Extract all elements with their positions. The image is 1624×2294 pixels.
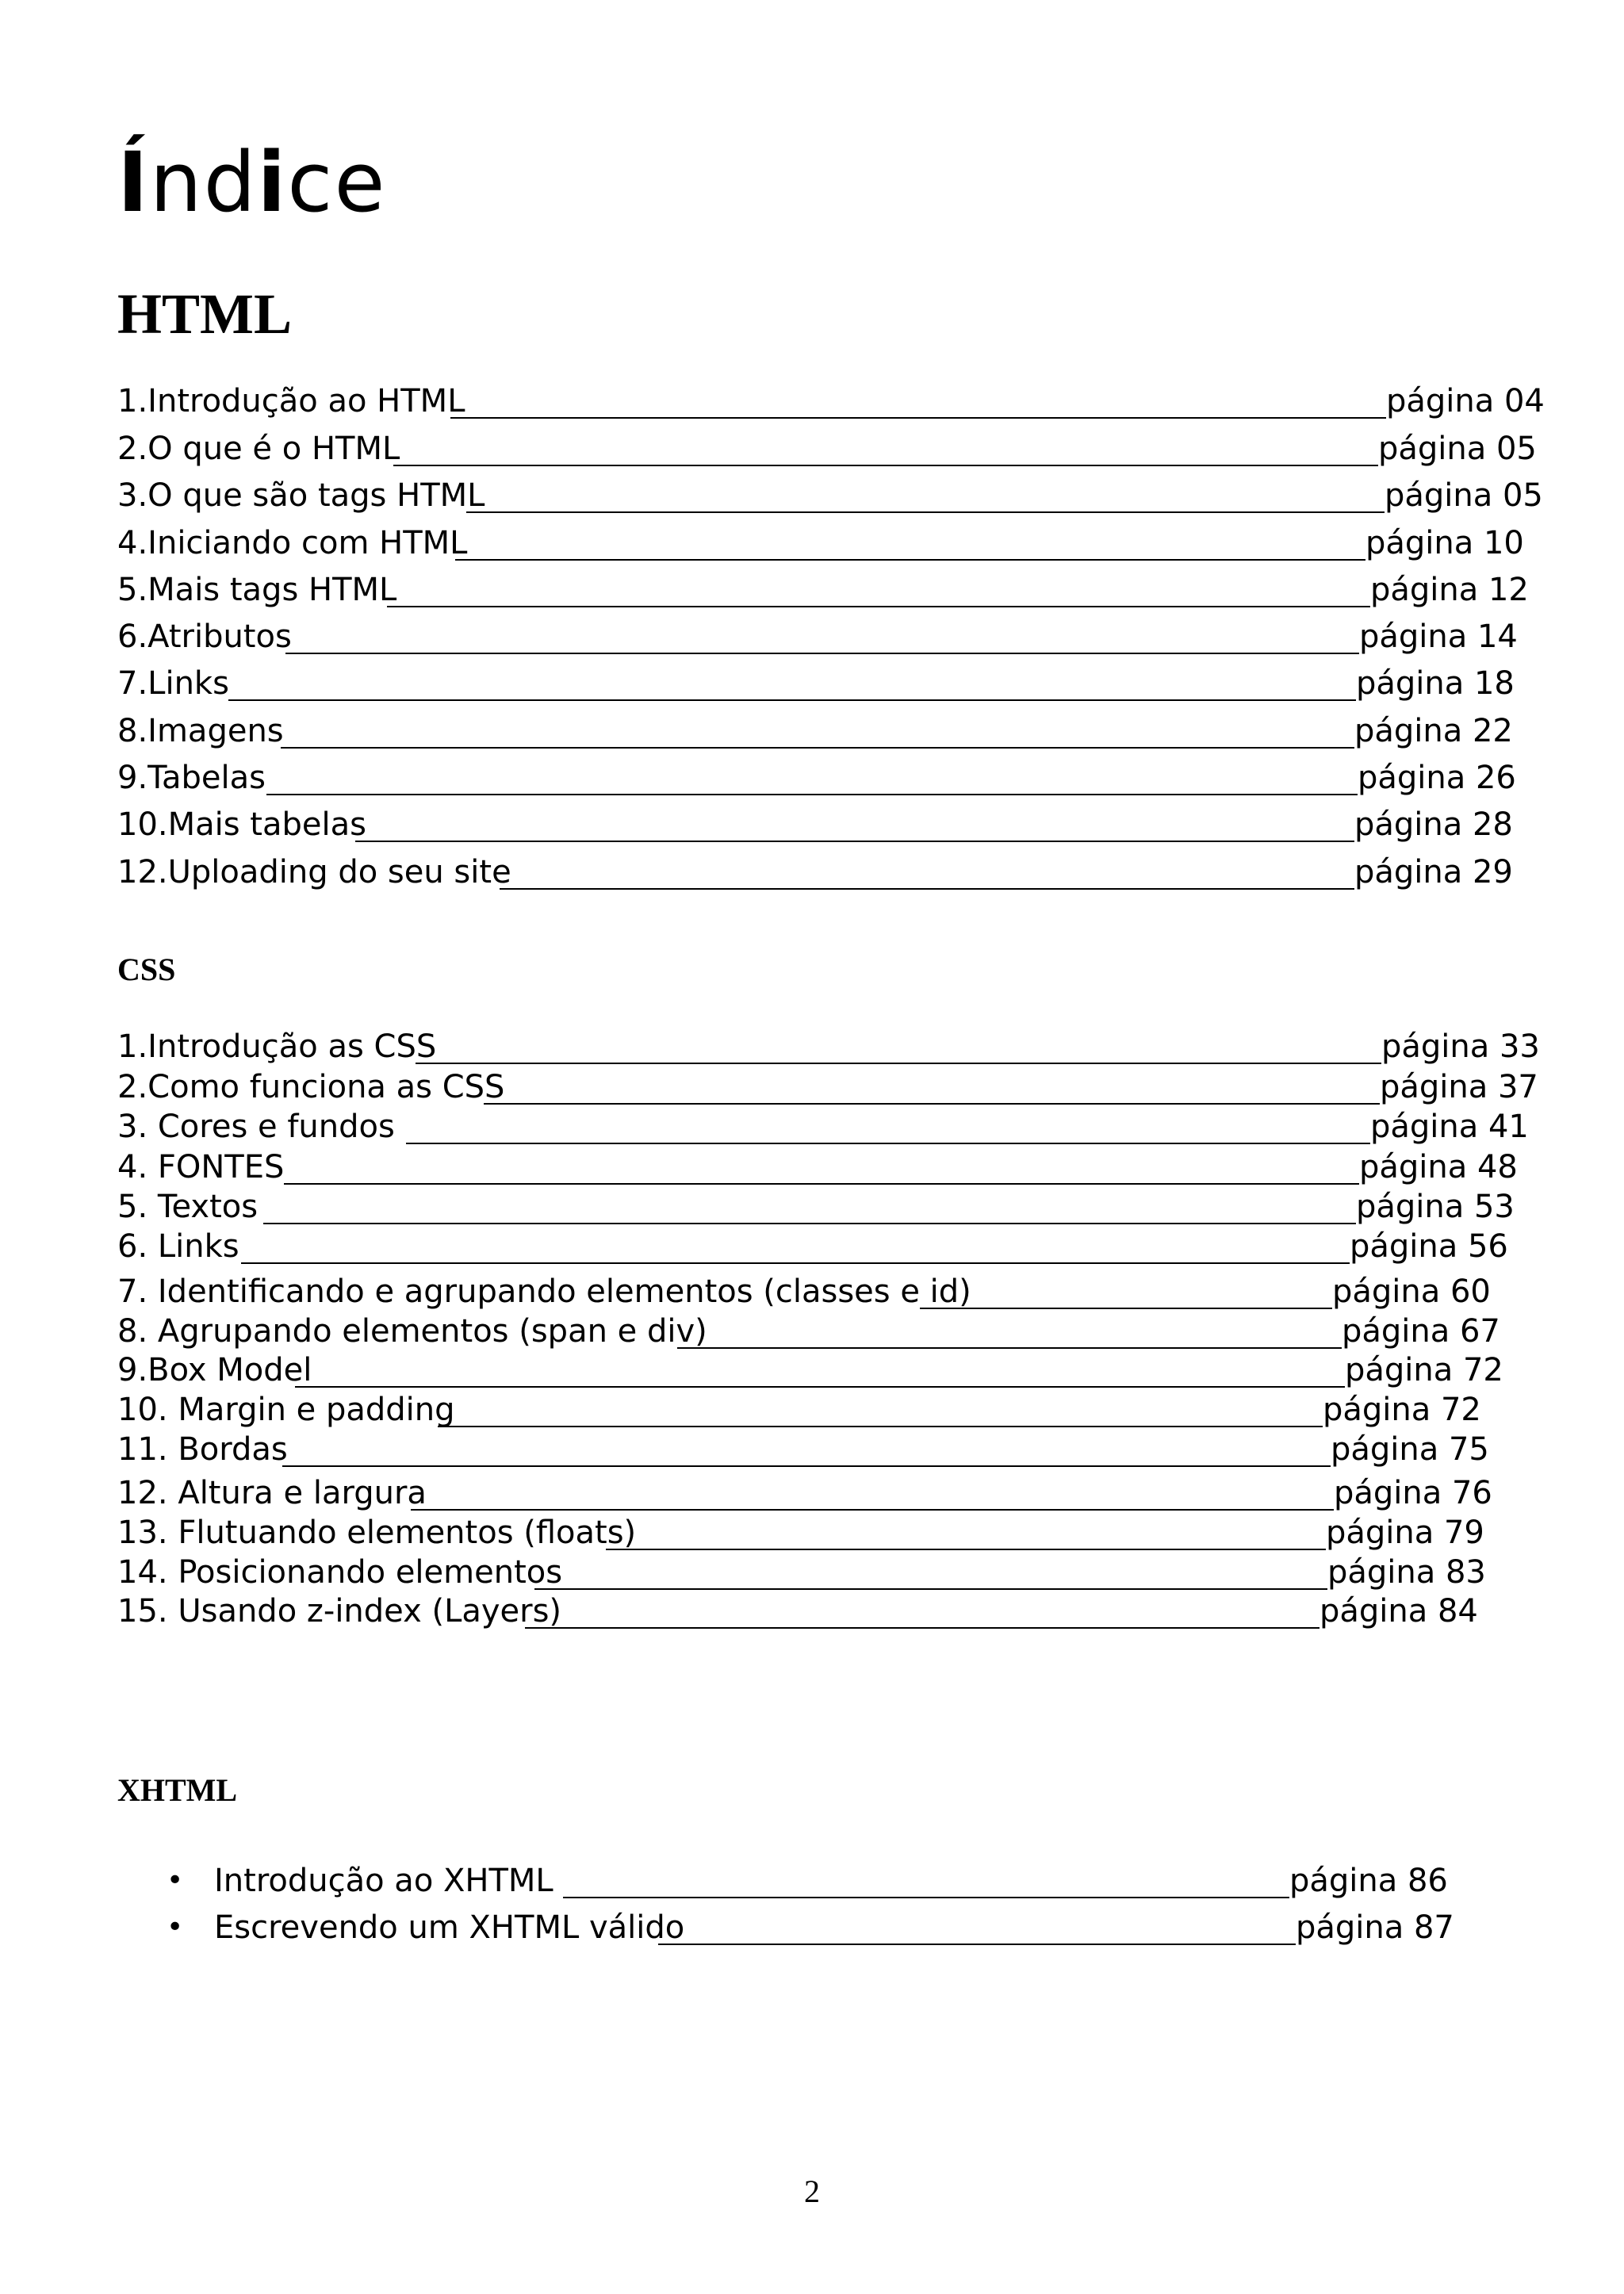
toc-entry-page: página 28	[1354, 806, 1513, 843]
toc-entry-page: página 14	[1359, 618, 1518, 655]
toc-entry-page: página 37	[1380, 1069, 1538, 1105]
dotted-leader	[455, 559, 1365, 561]
dotted-leader	[677, 1347, 1342, 1349]
toc-entry-label: 1.Introdução ao HTML	[117, 383, 465, 419]
toc-entry-label: 12.Uploading do seu site	[117, 854, 511, 890]
dotted-leader	[416, 1063, 1381, 1064]
toc-entry-page: página 53	[1356, 1189, 1515, 1225]
toc-entry-page: página 05	[1385, 477, 1543, 514]
section-heading-xhtml: XHTML	[117, 1772, 238, 1808]
toc-entry-label: Escrevendo um XHTML válido	[214, 1909, 685, 1946]
section-heading-html: HTML	[117, 282, 293, 346]
dotted-leader	[534, 1588, 1327, 1590]
dotted-leader	[263, 1223, 1356, 1224]
toc-entry-label: 8. Agrupando elementos (span e div)	[117, 1313, 707, 1350]
toc-entry-page: página 29	[1354, 854, 1513, 890]
toc-entry-label: 13. Flutuando elementos (floats)	[117, 1515, 637, 1551]
dotted-leader	[658, 1944, 1296, 1945]
toc-entry-label: 10. Margin e padding	[117, 1392, 455, 1428]
toc-entry-label: 15. Usando z-index (Layers)	[117, 1593, 562, 1630]
toc-entry-page: página 48	[1359, 1149, 1518, 1185]
title-part: Í	[117, 134, 150, 231]
toc-entry-page: página 75	[1331, 1431, 1489, 1468]
bullet-icon: •	[167, 1864, 184, 1897]
toc-entry-page: página 67	[1342, 1313, 1500, 1350]
toc-entry-page: página 83	[1327, 1554, 1486, 1591]
dotted-leader	[563, 1897, 1289, 1898]
toc-entry-label: 9.Tabelas	[117, 760, 266, 796]
toc-entry-page: página 10	[1365, 525, 1524, 561]
toc-entry-label: 6.Atributos	[117, 618, 292, 655]
dotted-leader	[500, 888, 1354, 890]
title-part: ce	[287, 134, 387, 231]
dotted-leader	[525, 1627, 1320, 1629]
toc-entry-page: página 41	[1370, 1109, 1529, 1145]
toc-entry-page: página 86	[1289, 1863, 1448, 1899]
toc-entry-label: 6. Links	[117, 1228, 239, 1265]
toc-entry-label: 3.O que são tags HTML	[117, 477, 485, 514]
toc-entry-label: 7. Identificando e agrupando elementos (classes e id)	[117, 1273, 971, 1310]
toc-entry-page: página 72	[1345, 1352, 1503, 1388]
toc-entry-label: 5.Mais tags HTML	[117, 572, 397, 608]
toc-entry-page: página 87	[1296, 1909, 1454, 1946]
toc-entry-page: página 04	[1386, 383, 1545, 419]
toc-entry-page: página 84	[1320, 1593, 1478, 1630]
toc-entry-page: página 12	[1370, 572, 1529, 608]
toc-entry-label: 10.Mais tabelas	[117, 806, 366, 843]
toc-entry-page: página 26	[1358, 760, 1516, 796]
dotted-leader	[606, 1549, 1326, 1550]
dotted-leader	[466, 511, 1385, 513]
dotted-leader	[266, 794, 1358, 795]
page-title	[117, 134, 387, 231]
toc-entry-page: página 79	[1326, 1515, 1484, 1551]
toc-entry-label: 9.Box Model	[117, 1352, 312, 1388]
toc-entry-label: 12. Altura e largura	[117, 1475, 427, 1511]
dotted-leader	[284, 1183, 1359, 1185]
toc-entry-page: página 22	[1354, 713, 1513, 749]
toc-entry-label: 7.Links	[117, 665, 229, 702]
toc-entry-label: 2.Como funciona as CSS	[117, 1069, 505, 1105]
dotted-leader	[355, 841, 1354, 842]
dotted-leader	[281, 747, 1354, 749]
toc-entry-page: página 33	[1381, 1028, 1540, 1065]
toc-entry-label: 4.Iniciando com HTML	[117, 525, 468, 561]
dotted-leader	[393, 465, 1378, 466]
title-part: i	[257, 134, 288, 231]
section-heading-css: CSS	[117, 952, 176, 987]
dotted-leader	[282, 1465, 1331, 1467]
dotted-leader	[450, 417, 1386, 419]
bullet-icon: •	[167, 1911, 184, 1944]
toc-entry-label: 2.O que é o HTML	[117, 431, 400, 467]
toc-entry-label: 14. Posicionando elementos	[117, 1554, 563, 1591]
toc-entry-label: 5. Textos	[117, 1189, 259, 1225]
dotted-leader	[241, 1262, 1350, 1264]
toc-entry-label: 3. Cores e fundos	[117, 1109, 395, 1145]
dotted-leader	[285, 653, 1359, 654]
dotted-leader	[438, 1426, 1323, 1427]
toc-entry-page: página 60	[1332, 1273, 1491, 1310]
toc-entry-label: 4. FONTES	[117, 1149, 285, 1185]
dotted-leader	[228, 699, 1356, 701]
toc-entry-page: página 18	[1356, 665, 1515, 702]
toc-entry-page: página 05	[1378, 431, 1537, 467]
dotted-leader	[484, 1103, 1380, 1105]
toc-entry-label: 8.Imagens	[117, 713, 284, 749]
page-number: 2	[804, 2173, 820, 2209]
toc-entry-label: 11. Bordas	[117, 1431, 288, 1468]
toc-entry-label: 1.Introdução as CSS	[117, 1028, 437, 1065]
toc-entry-page: página 56	[1350, 1228, 1508, 1265]
toc-entry-label: Introdução ao XHTML	[214, 1863, 553, 1899]
dotted-leader	[387, 606, 1370, 607]
dotted-leader	[406, 1143, 1370, 1144]
title-part: nd	[149, 134, 258, 231]
toc-entry-page: página 72	[1323, 1392, 1481, 1428]
toc-entry-page: página 76	[1334, 1475, 1492, 1511]
dotted-leader	[920, 1308, 1332, 1309]
